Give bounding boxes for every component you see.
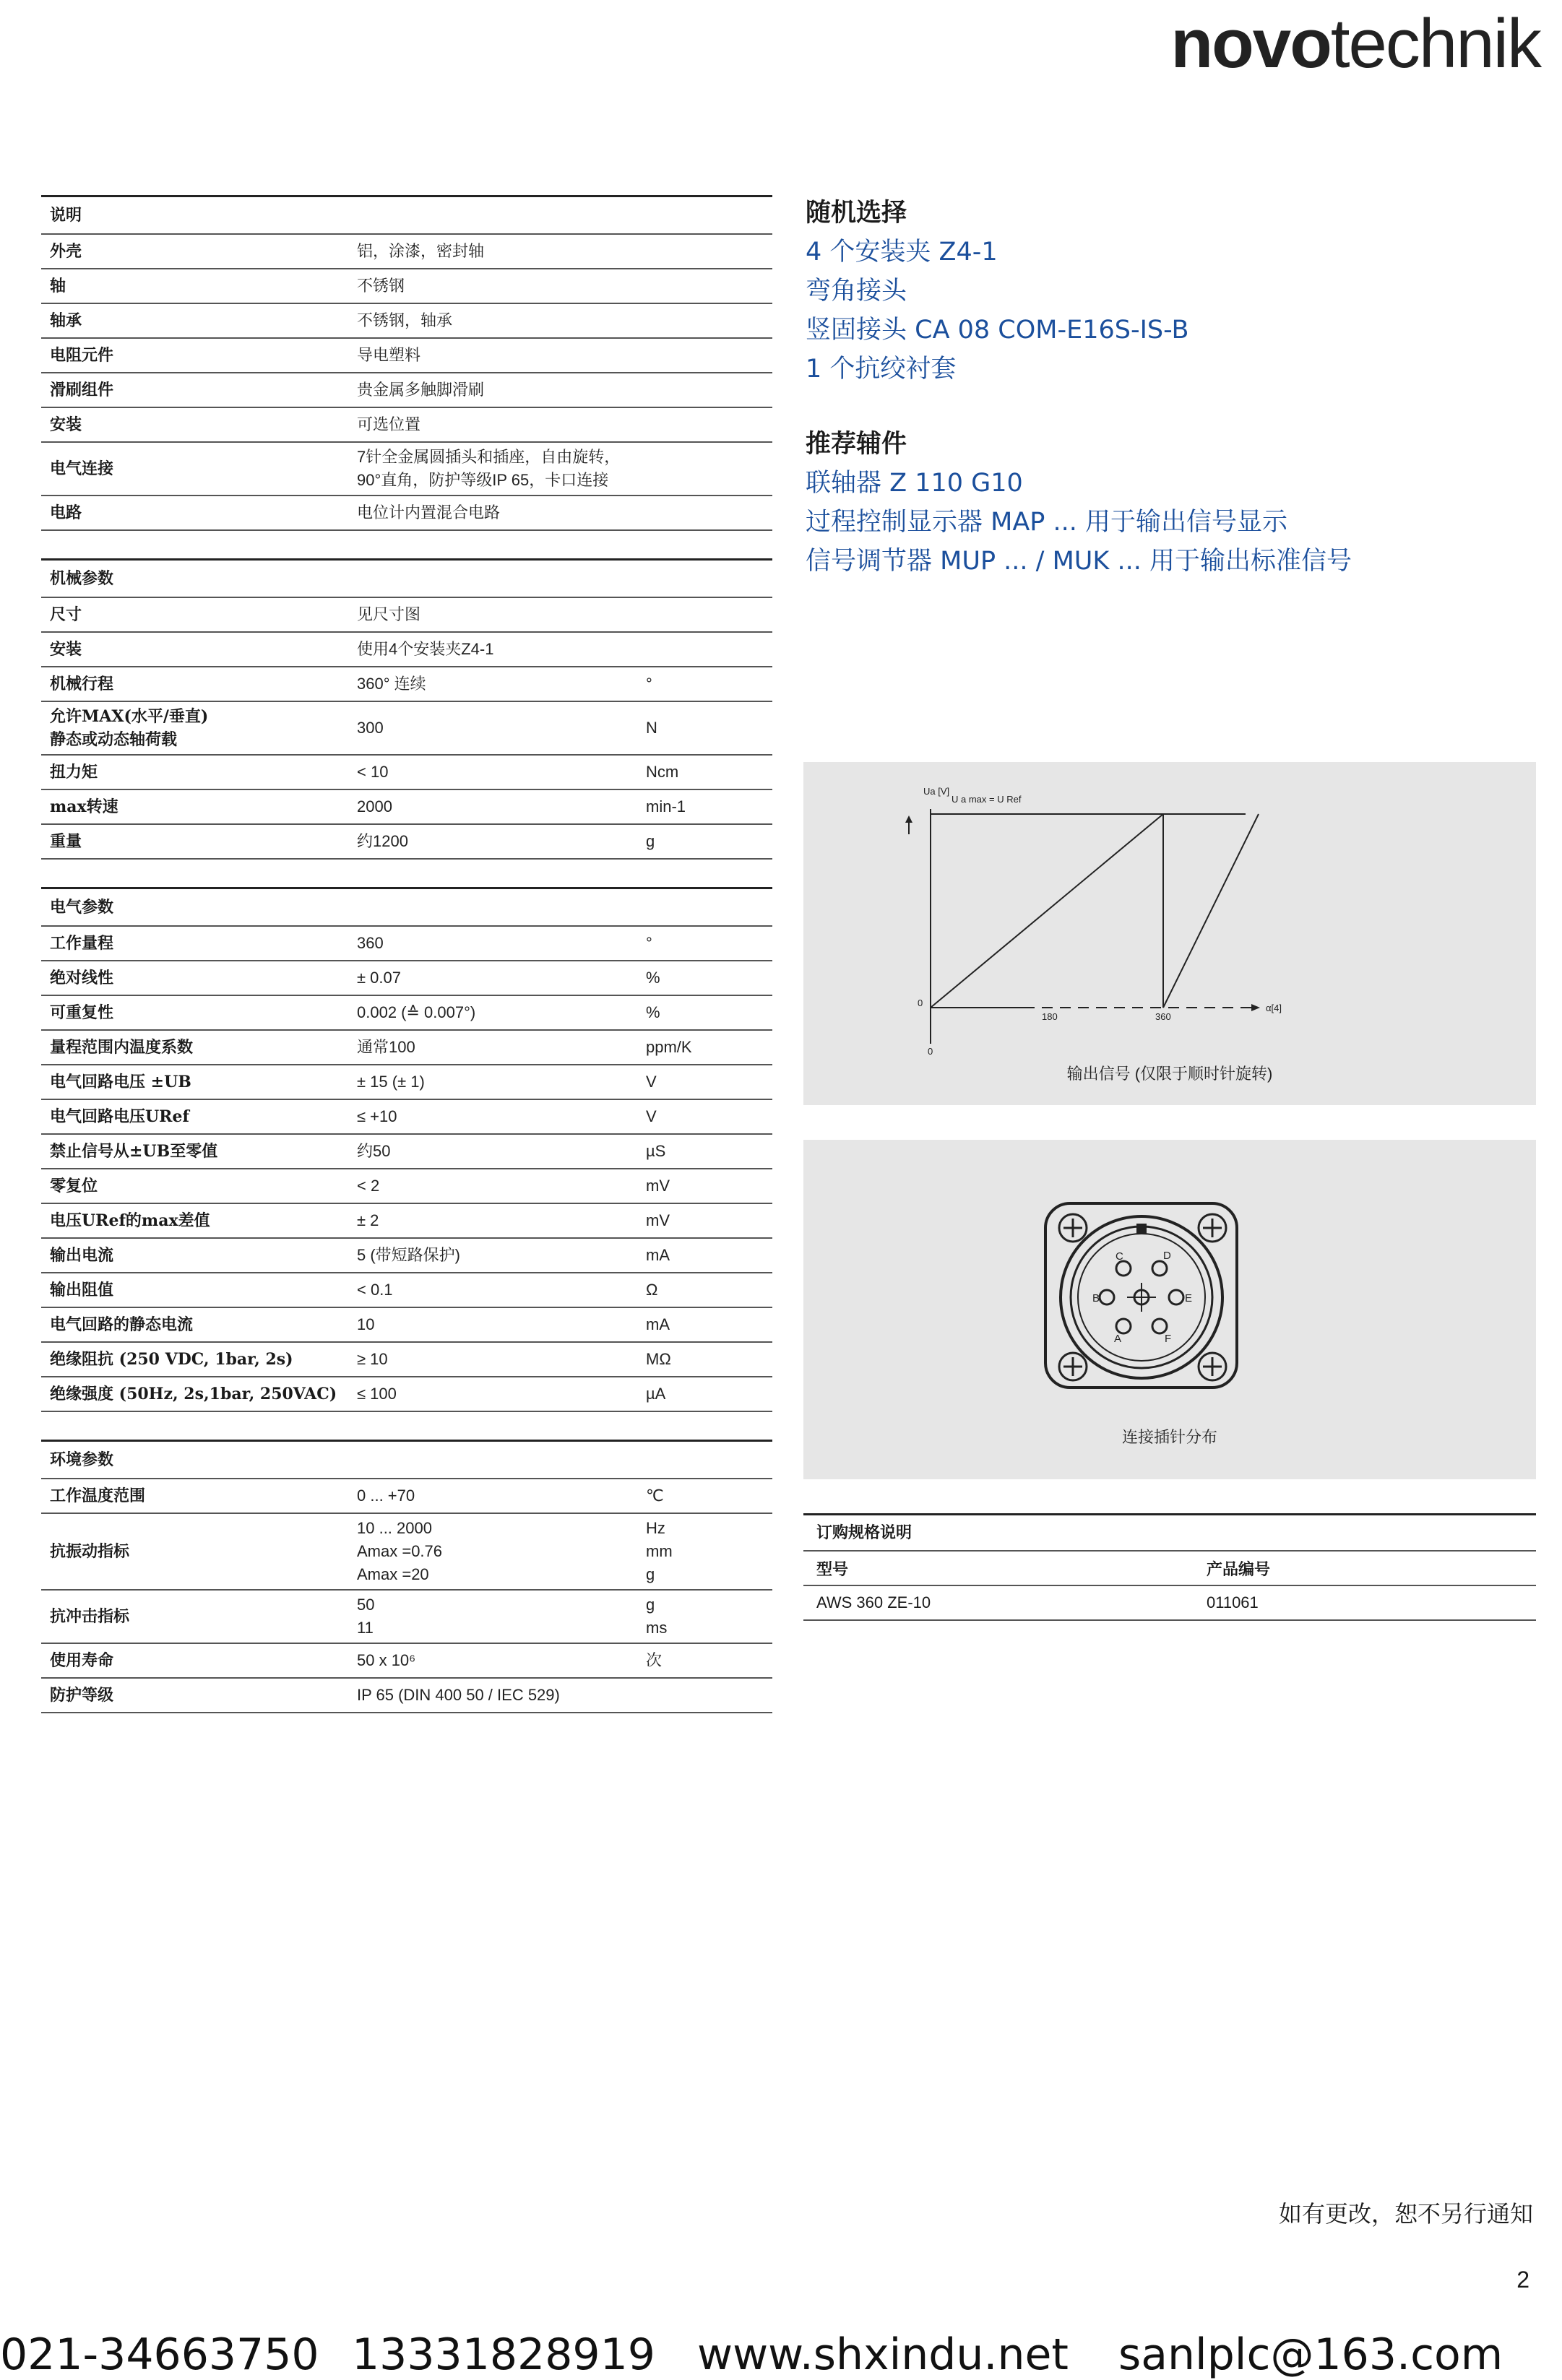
spec-value — [357, 1310, 646, 1339]
spec-value-line: 50 — [357, 1596, 375, 1614]
spec-unit: 次 — [646, 1651, 663, 1669]
spec-row — [41, 825, 772, 860]
spec-unit: mV — [646, 1211, 670, 1229]
spec-label: 轴 — [50, 277, 66, 295]
spec-unit: ° — [646, 934, 652, 952]
logo-bold: novo — [1170, 5, 1331, 82]
spec-unit: µS — [646, 1142, 666, 1160]
spec-value-line: 300 — [357, 719, 384, 737]
order-model: AWS 360 ZE-10 — [816, 1593, 931, 1611]
contact-mobile: 13331828919 — [352, 2329, 655, 2380]
spec-value — [357, 635, 646, 664]
spec-section — [41, 558, 772, 860]
spec-row — [41, 1031, 772, 1065]
contact-website: www.shxindu.net — [697, 2329, 1069, 2380]
spec-value — [357, 1172, 646, 1200]
spec-label: 电气回路电压URef — [50, 1107, 189, 1126]
spec-value — [357, 376, 646, 404]
spec-label: 电气回路电压 ±UB — [50, 1073, 191, 1091]
spec-row — [41, 1591, 772, 1644]
pin-label-f: F — [1165, 1333, 1172, 1345]
spec-value-line: IP 65 (DIN 400 50 / IEC 529) — [357, 1686, 560, 1704]
accessory-item: 1 个抗绞衬套 — [806, 355, 957, 384]
spec-row — [41, 496, 772, 531]
spec-unit: ℃ — [646, 1487, 664, 1505]
spec-unit: % — [646, 969, 660, 987]
spec-row — [41, 269, 772, 304]
spec-value — [357, 272, 646, 300]
contact-phone: 021-34663750 — [0, 2329, 319, 2380]
spec-value — [357, 600, 646, 629]
spec-label: 工作量程 — [50, 934, 114, 953]
y-origin-tick: 0 — [918, 998, 923, 1008]
recommended-title: 推荐辅件 — [806, 429, 907, 459]
x-tick-180: 180 — [1042, 1011, 1058, 1022]
spec-value — [357, 498, 646, 527]
y-axis-label: Ua [V] — [923, 786, 950, 797]
spec-value-line: 使用4个安装夹Z4-1 — [357, 640, 494, 658]
spec-value — [357, 341, 646, 370]
output-signal-diagram — [803, 762, 1536, 1105]
spec-value — [357, 964, 646, 992]
spec-unit: % — [646, 1003, 660, 1021]
spec-row — [41, 1308, 772, 1343]
order-header-row — [803, 1552, 1536, 1586]
spec-value-line: 铝，涂漆，密封轴 — [357, 242, 485, 260]
spec-value-line: 5 (带短路保护) — [357, 1246, 461, 1264]
spec-unit: mA — [646, 1315, 670, 1333]
spec-label: 防护等级 — [50, 1686, 114, 1705]
spec-value-line: < 10 — [357, 763, 389, 781]
order-row — [803, 1586, 1536, 1621]
spec-value-line: < 2 — [357, 1177, 380, 1195]
spec-value — [357, 758, 646, 787]
section-title: 环境参数 — [41, 1440, 772, 1479]
spec-unit: mA — [646, 1246, 670, 1264]
spec-unit: min-1 — [646, 797, 686, 815]
pin-label-a: A — [1114, 1333, 1122, 1345]
spec-row — [41, 1135, 772, 1169]
spec-value — [357, 1206, 646, 1235]
signal-ramp-1 — [931, 814, 1163, 1008]
spec-row — [41, 1065, 772, 1100]
spec-label: 输出阻值 — [50, 1281, 114, 1299]
spec-value — [357, 1068, 646, 1096]
spec-value-line: 约50 — [357, 1142, 391, 1160]
spec-value-line: 贵金属多触脚滑刷 — [357, 381, 485, 399]
spec-section — [41, 195, 772, 531]
spec-unit: MΩ — [646, 1350, 671, 1368]
spec-label: 重量 — [50, 832, 82, 851]
spec-unit: V — [646, 1073, 657, 1091]
signal-diagram-caption: 输出信号 (仅限于顺时针旋转) — [1066, 1065, 1273, 1083]
spec-value — [357, 1137, 646, 1166]
spec-section — [41, 1440, 772, 1713]
spec-value-line: 2000 — [357, 797, 392, 815]
spec-row — [41, 961, 772, 996]
spec-label: max转速 — [50, 797, 118, 816]
spec-value-line: 0 ... +70 — [357, 1487, 415, 1505]
spec-unit: mV — [646, 1177, 670, 1195]
spec-row — [41, 408, 772, 443]
spec-value-line: ≥ 10 — [357, 1350, 388, 1368]
spec-row — [41, 339, 772, 373]
page-number: 2 — [1516, 2267, 1529, 2293]
spec-value-line: 0.002 (≙ 0.007°) — [357, 1003, 476, 1021]
spec-row — [41, 1644, 772, 1679]
spec-label: 抗振动指标 — [50, 1542, 130, 1561]
spec-value-line: ± 0.07 — [357, 969, 402, 987]
spec-row — [41, 790, 772, 825]
spec-value-line: 7针全金属圆插头和插座，自由旋转， — [357, 448, 621, 466]
spec-value-line: ≤ +10 — [357, 1107, 397, 1125]
order-title: 订购规格说明 — [803, 1513, 1536, 1552]
pin-label-e: E — [1185, 1292, 1193, 1304]
spec-value-line: 导电塑料 — [357, 346, 421, 364]
spec-unit: ppm/K — [646, 1038, 692, 1056]
spec-label: 扭力矩 — [50, 763, 98, 782]
signal-ramp-2 — [1163, 814, 1259, 1008]
spec-label: 零复位 — [50, 1177, 98, 1195]
spec-unit — [646, 1692, 772, 1698]
spec-unit: Ncm — [646, 763, 679, 781]
order-table — [803, 1513, 1536, 1621]
spec-unit — [646, 612, 772, 618]
spec-value — [357, 237, 646, 266]
spec-row — [41, 1679, 772, 1713]
spec-value-line: 50 x 10⁶ — [357, 1651, 416, 1669]
spec-label: 电压URef的max差值 — [50, 1211, 210, 1230]
spec-value-line: ≤ 100 — [357, 1385, 397, 1403]
spec-row — [41, 1343, 772, 1377]
spec-unit — [646, 248, 772, 254]
spec-row — [41, 633, 772, 667]
spec-value — [357, 1591, 646, 1643]
spec-value-line: 10 — [357, 1315, 375, 1333]
spec-label: 电路 — [50, 503, 82, 522]
spec-unit — [646, 283, 772, 289]
spec-unit — [646, 352, 772, 358]
change-notice: 如有更改，恕不另行通知 — [1278, 2200, 1533, 2228]
contact-email: sanlplc@163.com — [1118, 2329, 1503, 2380]
spec-label: 电阻元件 — [50, 346, 114, 365]
spec-value — [357, 1681, 646, 1710]
connector-pin-diagram — [803, 1140, 1536, 1479]
spec-label: 使用寿命 — [50, 1651, 114, 1670]
spec-unit: µA — [646, 1385, 666, 1403]
spec-label: 滑刷组件 — [50, 381, 114, 399]
spec-unit — [646, 422, 772, 428]
spec-label: 抗冲击指标 — [50, 1607, 130, 1626]
order-col-model: 型号 — [816, 1559, 849, 1578]
spec-label: 安装 — [50, 415, 82, 434]
spec-value — [357, 443, 646, 495]
spec-value — [357, 1481, 646, 1510]
spec-row — [41, 702, 772, 756]
section-title: 说明 — [41, 195, 772, 235]
spec-value-line: 360 — [357, 934, 384, 952]
accessories-title: 随机选择 — [806, 198, 907, 228]
spec-unit — [646, 510, 772, 516]
spec-row — [41, 1273, 772, 1308]
connector-caption: 连接插针分布 — [1121, 1428, 1217, 1446]
spec-label: 输出电流 — [50, 1246, 114, 1265]
spec-value-line: < 0.1 — [357, 1281, 393, 1299]
spec-label: 轴承 — [50, 311, 82, 330]
spec-value — [357, 1102, 646, 1131]
spec-label: 可重复性 — [50, 1003, 114, 1022]
spec-unit — [646, 318, 772, 324]
accessory-item: 4 个安装夹 Z4-1 — [806, 238, 998, 267]
accessory-item: 竖固接头 CA 08 COM-E16S-IS-B — [806, 316, 1189, 345]
spec-value-line: Amax =20 — [357, 1565, 429, 1583]
spec-row — [41, 667, 772, 702]
spec-unit: Ω — [646, 1281, 658, 1299]
spec-row — [41, 443, 772, 496]
section-title: 机械参数 — [41, 558, 772, 598]
spec-value — [357, 714, 646, 743]
spec-label: 绝缘阻抗 (250 VDC, 1bar, 2s) — [50, 1350, 293, 1369]
spec-label: 安装 — [50, 640, 82, 659]
spec-row — [41, 1100, 772, 1135]
pin-label-d: D — [1163, 1250, 1171, 1262]
spec-value — [357, 1033, 646, 1062]
recommended-item: 过程控制显示器 MAP ... 用于输出信号显示 — [806, 508, 1288, 537]
spec-row — [41, 373, 772, 408]
section-title: 电气参数 — [41, 887, 772, 927]
spec-value — [357, 670, 646, 698]
x-axis-label: α[4] — [1266, 1003, 1282, 1013]
spec-table — [41, 195, 772, 1741]
spec-value-line: 可选位置 — [357, 415, 421, 433]
spec-value — [357, 827, 646, 856]
spec-row — [41, 1169, 772, 1204]
spec-unit — [646, 466, 772, 472]
spec-row — [41, 598, 772, 633]
recommended-item: 联轴器 Z 110 G10 — [806, 469, 1023, 498]
spec-value-line: 约1200 — [357, 832, 408, 850]
spec-label: 尺寸 — [50, 605, 82, 624]
spec-value — [357, 1514, 646, 1589]
spec-row — [41, 1204, 772, 1239]
spec-label: 禁止信号从±UB至零值 — [50, 1142, 218, 1161]
spec-row — [41, 1377, 772, 1412]
spec-value-line: 见尺寸图 — [357, 605, 421, 623]
spec-value-line: 360° 连续 — [357, 675, 426, 693]
pin-label-c: C — [1116, 1250, 1123, 1263]
spec-label: 允许MAX(水平/垂直) 静态或动态轴荷载 — [50, 707, 209, 749]
spec-row — [41, 996, 772, 1031]
spec-label: 机械行程 — [50, 675, 114, 693]
spec-value-line: ± 15 (± 1) — [357, 1073, 425, 1091]
spec-value-line: 11 — [357, 1619, 374, 1637]
order-number: 011061 — [1207, 1593, 1259, 1611]
spec-label: 量程范围内温度系数 — [50, 1038, 194, 1057]
spec-value — [357, 998, 646, 1027]
spec-value-line: ± 2 — [357, 1211, 379, 1229]
spec-label: 绝缘强度 (50Hz, 2s,1bar, 250VAC) — [50, 1385, 337, 1403]
spec-value — [357, 1276, 646, 1304]
spec-value — [357, 1345, 646, 1374]
spec-unit: V — [646, 1107, 657, 1125]
spec-value-line: 电位计内置混合电路 — [357, 503, 501, 522]
accessory-item: 弯角接头 — [806, 277, 907, 306]
spec-label: 工作温度范围 — [50, 1487, 146, 1505]
spec-unit: Hz mm g — [646, 1519, 673, 1583]
spec-row — [41, 235, 772, 269]
logo-light: technik — [1330, 5, 1540, 82]
spec-value — [357, 1380, 646, 1408]
spec-value-line: Amax =0.76 — [357, 1542, 443, 1560]
spec-value-line: 通常100 — [357, 1038, 415, 1056]
spec-unit — [646, 646, 772, 652]
spec-row — [41, 1479, 772, 1514]
spec-row — [41, 1514, 772, 1591]
spec-row — [41, 756, 772, 790]
x-tick-360: 360 — [1155, 1011, 1171, 1022]
spec-unit — [646, 387, 772, 393]
spec-row — [41, 927, 772, 961]
spec-value — [357, 306, 646, 335]
spec-row — [41, 304, 772, 339]
signal-diagram-svg — [803, 762, 1536, 1105]
spec-value — [357, 792, 646, 821]
x-origin-tick: 0 — [928, 1046, 933, 1057]
spec-value — [357, 1646, 646, 1675]
spec-section — [41, 887, 772, 1412]
spec-label: 电气回路的静态电流 — [50, 1315, 194, 1334]
spec-unit: N — [646, 719, 657, 737]
spec-unit: g ms — [646, 1596, 668, 1637]
spec-label: 外壳 — [50, 242, 82, 261]
spec-value-line: 90°直角，防护等级IP 65，卡口连接 — [357, 471, 609, 489]
recommended-item: 信号调节器 MUP ... / MUK ... 用于输出标准信号 — [806, 547, 1352, 576]
spec-label: 电气连接 — [50, 459, 114, 478]
spec-label: 绝对线性 — [50, 969, 114, 987]
accessories-column — [806, 194, 1528, 581]
spec-value — [357, 1241, 646, 1270]
pin-label-b: B — [1092, 1292, 1100, 1304]
spec-value-line: 10 ... 2000 — [357, 1519, 432, 1537]
spec-value — [357, 929, 646, 958]
spec-unit: g — [646, 832, 655, 850]
umax-annotation: U a max = U Ref — [952, 794, 1022, 805]
spec-value — [357, 410, 646, 439]
spec-unit: ° — [646, 675, 652, 693]
spec-row — [41, 1239, 772, 1273]
spec-value-line: 不锈钢 — [357, 277, 405, 295]
order-col-number: 产品编号 — [1207, 1559, 1271, 1578]
brand-logo — [1171, 4, 1540, 84]
spec-value-line: 不锈钢，轴承 — [357, 311, 453, 329]
